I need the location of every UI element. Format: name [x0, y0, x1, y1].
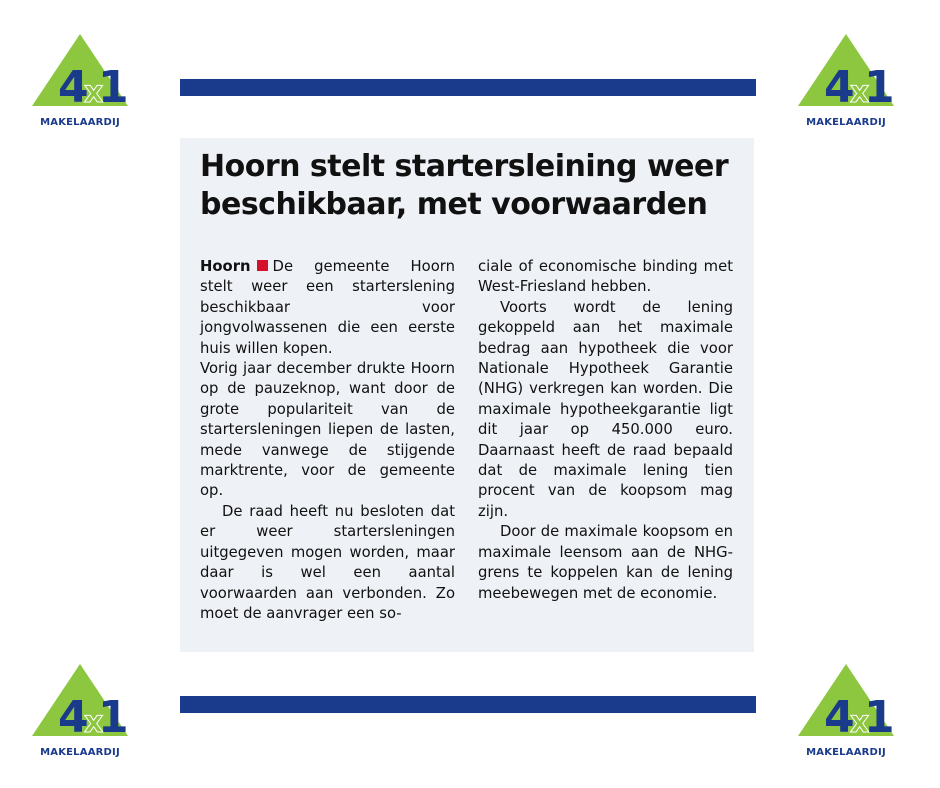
logo-top-left	[28, 32, 132, 128]
dateline: Hoorn	[200, 258, 251, 275]
logo-graphic	[28, 32, 132, 128]
article-paragraph: ciale of economische binding met West-Friesland hebben.	[478, 258, 733, 296]
svg-text:x: x	[84, 705, 104, 740]
bottom-divider-bar	[180, 696, 756, 713]
svg-text:4: 4	[58, 62, 89, 113]
logo-graphic	[794, 662, 898, 758]
logo-label: MAKELAARDIJ	[40, 747, 120, 758]
svg-text:x: x	[850, 705, 870, 740]
article-headline: Hoorn stelt startersleining weer beschikbaar, met voorwaarden	[200, 149, 729, 222]
article-paragraph: Door de maximale koopsom en maximale leensom aan de NHG-grens te koppelen kan de lening meebewegen met de economie.	[478, 523, 733, 602]
article-column-left	[200, 257, 455, 624]
svg-text:1: 1	[864, 692, 895, 743]
logo-label: MAKELAARDIJ	[40, 117, 120, 128]
article-paragraph: Vorig jaar december drukte Hoorn op de pauzeknop, want door de grote populariteit van de startersleningen liepen de lasten, mede vanwege de stijgende marktrente, voor de gemeente op.	[200, 360, 455, 500]
logo-graphic	[28, 662, 132, 758]
paragraph-text: De gemeente Hoorn stelt weer een starterslening beschikbaar voor jongvolwassenen die een eerste huis willen kopen.	[200, 258, 455, 357]
article-paragraph: Voorts wordt de lening gekoppeld aan het maximale bedrag aan hypotheek die voor Nationale Hypotheek Garantie (NHG) verkregen kan worden. Die maximale hypotheekgarantie ligt dit jaar op 450.000 euro. Daarnaast heeft de raad bepaald dat de maximale lening tien procent van de koopsom mag zijn.	[478, 298, 733, 520]
svg-text:4: 4	[824, 692, 855, 743]
article-column-right	[478, 257, 733, 604]
logo-top-right	[794, 32, 898, 128]
newspaper-article	[180, 138, 754, 652]
article-paragraph	[200, 257, 455, 359]
svg-text:4: 4	[58, 692, 89, 743]
logo-bottom-left	[28, 662, 132, 758]
top-divider-bar	[180, 79, 756, 96]
logo-label: MAKELAARDIJ	[806, 117, 886, 128]
svg-text:1: 1	[864, 62, 895, 113]
logo-label: MAKELAARDIJ	[806, 747, 886, 758]
article-paragraph: De raad heeft nu besloten dat er weer startersleningen uitgegeven mogen worden, maar daar is wel een aantal voorwaarden aan verbonden. Zo moet de aanvrager een so-	[200, 502, 455, 622]
svg-text:x: x	[850, 75, 870, 110]
logo-graphic	[794, 32, 898, 128]
svg-text:x: x	[84, 75, 104, 110]
svg-text:4: 4	[824, 62, 855, 113]
svg-text:1: 1	[98, 692, 129, 743]
red-square-marker	[257, 260, 268, 271]
logo-bottom-right	[794, 662, 898, 758]
svg-text:1: 1	[98, 62, 129, 113]
